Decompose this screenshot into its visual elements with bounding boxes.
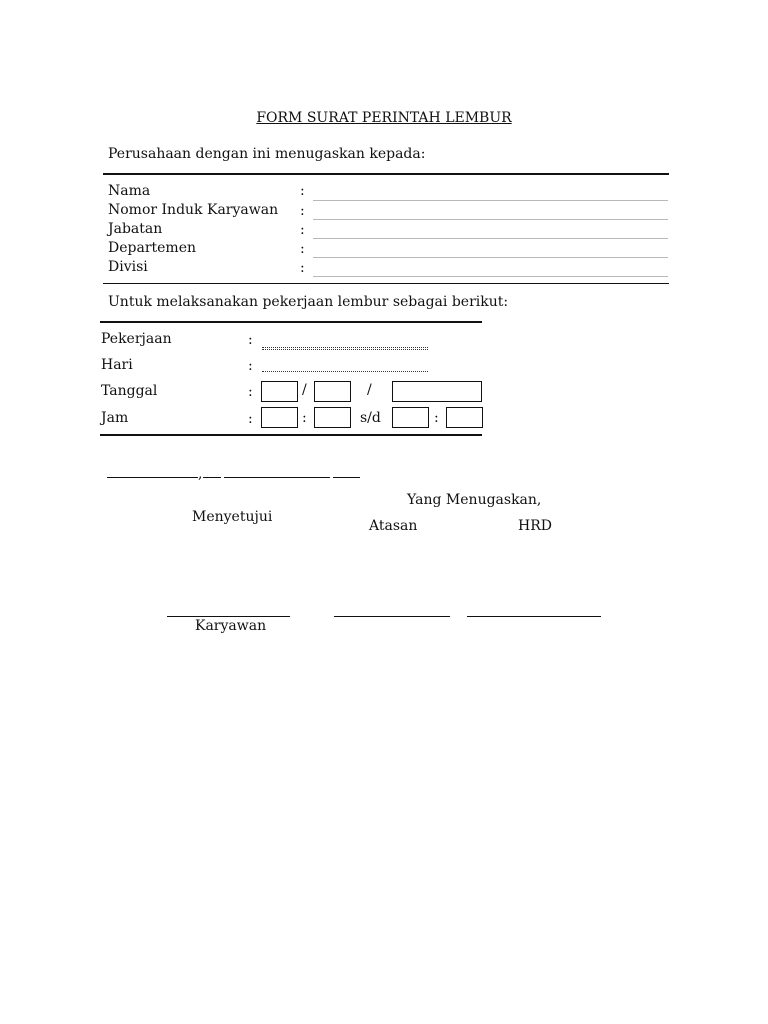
hari-input-line[interactable] [262, 371, 428, 373]
date-separator: / [367, 382, 372, 398]
hrd-signature-line[interactable] [467, 616, 601, 617]
employee-signature-line[interactable] [167, 616, 290, 617]
task-label-jam: Jam [101, 410, 129, 426]
jabatan-input-line[interactable] [313, 238, 668, 239]
nik-input-line[interactable] [313, 219, 668, 220]
task-bottom-rule [100, 434, 482, 436]
time-start-hour-box[interactable] [261, 407, 298, 428]
field-colon: : [300, 183, 305, 199]
task-top-rule [100, 321, 482, 323]
field-label-divisi: Divisi [108, 259, 148, 275]
field-colon: : [300, 241, 305, 257]
employee-label: Karyawan [195, 618, 267, 634]
section-top-rule [103, 173, 669, 175]
approve-label: Menyetujui [192, 509, 273, 525]
date-comma: , [198, 466, 203, 482]
sign-year-input-line[interactable] [333, 477, 360, 478]
field-label-nama: Nama [108, 183, 151, 199]
divisi-input-line[interactable] [313, 276, 668, 277]
sign-day-input-line[interactable] [203, 477, 221, 478]
task-label-tanggal: Tanggal [101, 383, 158, 399]
place-input-line[interactable] [107, 477, 198, 478]
departemen-input-line[interactable] [313, 257, 668, 258]
intro-text: Perusahaan dengan ini menugaskan kepada: [108, 146, 426, 162]
time-separator: : [434, 410, 439, 426]
time-until-label: s/d [360, 410, 381, 426]
field-colon: : [300, 203, 305, 219]
field-label-departemen: Departemen [108, 240, 196, 256]
field-colon: : [300, 260, 305, 276]
time-end-hour-box[interactable] [392, 407, 429, 428]
field-label-jabatan: Jabatan [108, 221, 163, 237]
task-label-pekerjaan: Pekerjaan [101, 331, 172, 347]
form-title: FORM SURAT PERINTAH LEMBUR [256, 110, 512, 126]
section-bottom-rule [103, 283, 669, 284]
field-colon: : [248, 411, 253, 427]
date-day-box[interactable] [261, 381, 298, 402]
task-intro-text: Untuk melaksanakan pekerjaan lembur sebagai berikut: [108, 294, 509, 310]
task-label-hari: Hari [101, 357, 133, 373]
assigner-heading: Yang Menugaskan, [407, 492, 542, 508]
sign-month-input-line[interactable] [224, 477, 330, 478]
date-separator: / [302, 382, 307, 398]
time-separator: : [302, 410, 307, 426]
time-end-minute-box[interactable] [446, 407, 483, 428]
supervisor-label: Atasan [369, 518, 418, 534]
date-year-box[interactable] [392, 381, 482, 402]
field-colon: : [248, 358, 253, 374]
pekerjaan-input-line[interactable] [262, 347, 428, 350]
field-colon: : [248, 384, 253, 400]
nama-input-line[interactable] [313, 200, 668, 201]
field-colon: : [300, 222, 305, 238]
field-label-nik: Nomor Induk Karyawan [108, 202, 279, 218]
time-start-minute-box[interactable] [314, 407, 351, 428]
hrd-label: HRD [518, 518, 552, 534]
supervisor-signature-line[interactable] [334, 616, 450, 617]
field-colon: : [248, 332, 253, 348]
date-month-box[interactable] [314, 381, 351, 402]
